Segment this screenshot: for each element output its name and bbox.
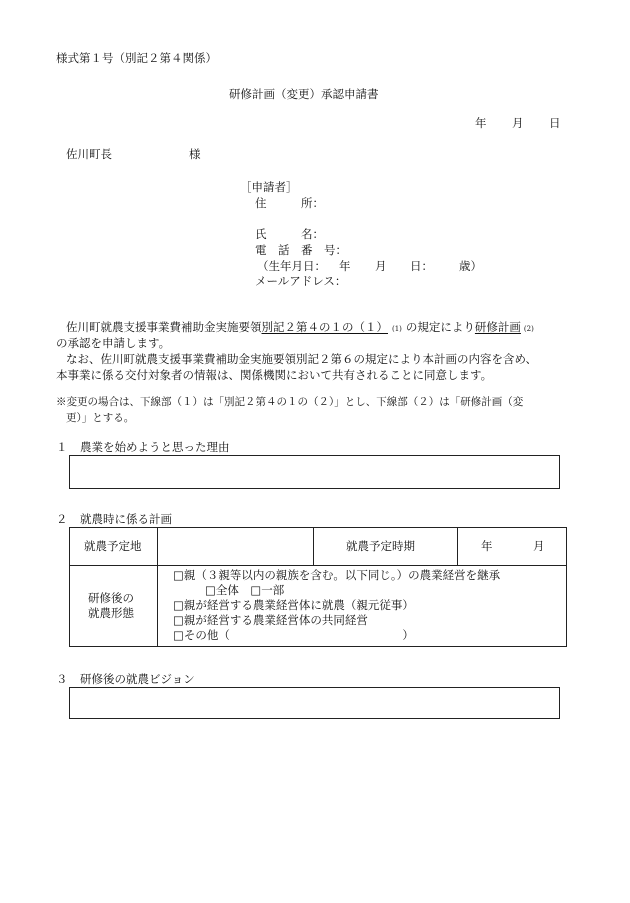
farm-time-year: 年 [481, 539, 493, 553]
farm-place-label: 就農予定地 [84, 539, 142, 553]
body-line-1 [66, 321, 534, 335]
birth-age: 歳） [459, 259, 482, 273]
note-marker-1: (1) [392, 325, 402, 333]
underline-1: 別記２第４の１の（１） [261, 320, 388, 334]
section-1-number: １ [56, 440, 68, 454]
body-text: 佐川町就農支援事業費補助金実施要領 [66, 320, 262, 334]
date-year: 年 [475, 116, 487, 130]
form-reference: 様式第１号（別記２第４関係） [56, 51, 217, 65]
farm-time-month: 月 [533, 539, 545, 553]
email-label: メールアドレス： [255, 274, 347, 288]
body-line-2: の承認を申請します。 [56, 336, 171, 350]
section-1-title: 農業を始めようと思った理由 [80, 440, 230, 454]
farm-place-input[interactable] [158, 528, 313, 565]
farm-form-label-2: 就農形態 [88, 606, 134, 620]
applicant-header: ［申請者］ [240, 180, 298, 194]
birth-year: 年 [339, 259, 351, 273]
option-join-family[interactable]: □親が経営する農業経営体に就農（親元従事） [173, 598, 414, 612]
section-2-number: ２ [56, 512, 68, 526]
note-line-2: 更）」とする。 [66, 412, 135, 424]
address-label: 住 所： [255, 196, 324, 210]
body-line-4: 本事業に係る交付対象者の情報は、関係機関において共有されることに同意します。 [56, 368, 493, 382]
option-joint-management[interactable]: □親が経営する農業経営体の共同経営 [173, 613, 368, 627]
table-row-divider [69, 565, 567, 566]
vision-box[interactable] [69, 687, 560, 719]
farm-time-label: 就農予定時期 [346, 539, 415, 553]
section-3-number: ３ [56, 672, 68, 686]
reason-box[interactable] [69, 455, 560, 489]
table-col-divider [313, 527, 314, 565]
date-month: 月 [512, 116, 524, 130]
phone-label: 電 話 番 号： [255, 243, 347, 257]
section-3-title: 研修後の就農ビジョン [80, 672, 195, 686]
name-label: 氏 名： [255, 227, 324, 241]
birth-prefix: （生年月日： [257, 259, 326, 273]
addressee-name: 佐川町長 [66, 147, 112, 161]
birth-day: 日： [410, 259, 433, 273]
section-2-title: 就農時に係る計画 [80, 512, 172, 526]
option-other[interactable]: □その他（ ） [173, 628, 414, 642]
body-text: の規定により [405, 320, 475, 334]
body-line-3: なお、佐川町就農支援事業費補助金実施要領別記２第６の規定により本計画の内容を含め、 [66, 352, 538, 366]
underline-2: 研修計画 [474, 320, 521, 334]
option-inherit-scope[interactable]: □全体 □一部 [205, 583, 285, 597]
addressee-honorific: 様 [189, 147, 201, 161]
option-inherit[interactable]: □親（３親等以内の親族を含む。以下同じ。）の農業経営を継承 [173, 568, 501, 582]
farm-form-label-1: 研修後の [88, 591, 134, 605]
table-col-divider [457, 527, 458, 565]
note-line-1: ※変更の場合は、下線部（１）は「別記２第４の１の（２）」とし、下線部（２）は「研修計画（変 [56, 396, 524, 408]
date-day: 日 [549, 116, 561, 130]
document-title: 研修計画（変更）承認申請書 [229, 87, 379, 101]
birth-month: 月 [375, 259, 387, 273]
note-marker-2: (2) [523, 325, 534, 333]
